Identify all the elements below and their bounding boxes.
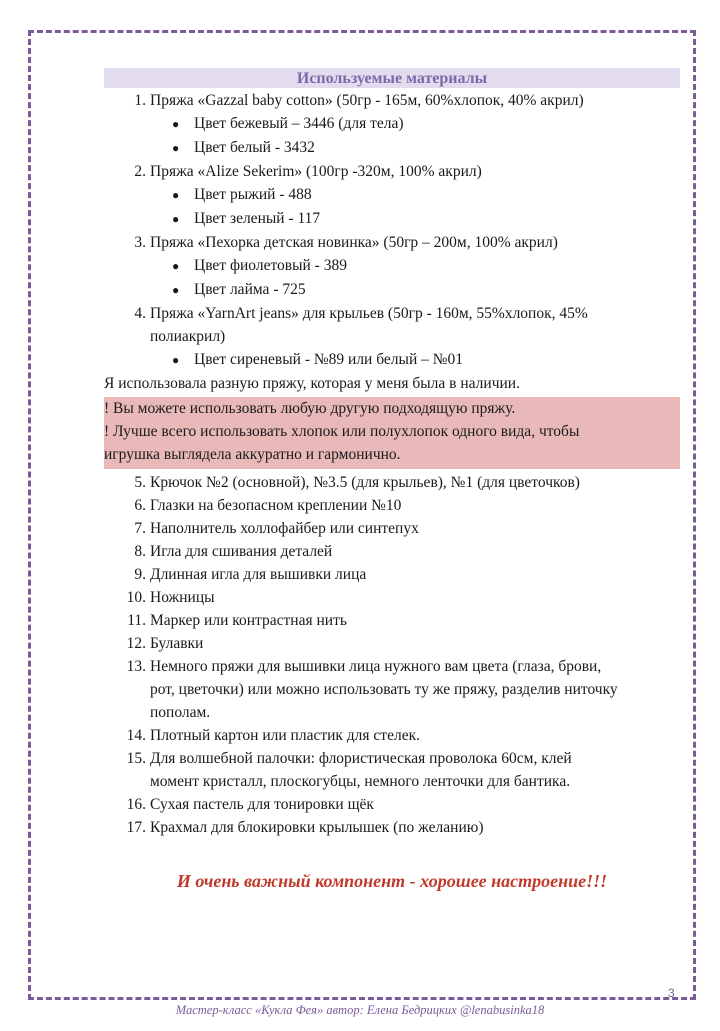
item-text: рот, цветочки) или можно использовать ту же пряжу, разделив ниточку [150,681,618,698]
item-text: Для волшебной палочки: флористическая проволока 60см, клей [150,750,572,767]
list-item [104,517,680,540]
list-item [104,586,680,609]
item-text: Сухая пастель для тонировки щёк [150,796,374,813]
warning-line: игрушка выглядела аккуратно и гармонично. [104,446,401,463]
yarn-list [104,89,680,372]
warning-line: ! Вы можете использовать любую другую подходящую пряжу. [104,400,516,417]
item-text: Игла для сшивания деталей [150,543,333,560]
section-heading: Используемые материалы [104,68,680,88]
item-text: пополам. [150,704,211,721]
list-item [104,563,680,586]
color-text: Цвет зеленый - 117 [194,210,321,227]
item-text: момент кристалл, плоскогубцы, немного ленточки для бантика. [150,773,571,790]
list-item [104,655,680,678]
color-bullet [104,183,680,207]
item-number: 4. [134,305,146,322]
yarn-description: Пряжа «Пехорка детская новинка» (50гр – 200м, 100% акрил) [150,234,558,251]
item-number: 13. [126,658,146,675]
bullet-icon: ● [172,188,180,202]
color-bullet [104,136,680,160]
item-number: 2. [134,163,146,180]
item-number: 7. [134,520,146,537]
materials-section [104,68,680,893]
note-text: Я использовала разную пряжу, которая у меня была в наличии. [104,375,520,392]
warning-box [104,397,680,469]
yarn-description-cont: полиакрил) [150,328,226,345]
item-number: 14. [126,727,146,744]
list-item [104,540,680,563]
item-number: 10. [126,589,146,606]
color-bullet [104,278,680,302]
item-text: Крючок №2 (основной), №3.5 (для крыльев), №1 (для цветочков) [150,474,580,491]
item-text: Глазки на безопасном креплении №10 [150,497,402,514]
bullet-icon: ● [172,212,180,226]
list-item-cont [104,770,680,793]
page-number: 3 [668,986,675,1000]
item-text: Ножницы [150,589,215,606]
item-number: 3. [134,234,146,251]
bullet-icon: ● [172,259,180,273]
warning-line: ! Лучше всего использовать хлопок или полухлопок одного вида, чтобы [104,423,580,440]
item-number: 5. [134,474,146,491]
list-item-cont [104,678,680,701]
item-text: Плотный картон или пластик для стелек. [150,727,420,744]
color-bullet [104,348,680,372]
item-text: Маркер или контрастная нить [150,612,347,629]
color-text: Цвет белый - 3432 [194,139,315,156]
yarn-description: Пряжа «Gazzal baby cotton» (50гр - 165м, 60%хлопок, 40% акрил) [150,92,584,109]
list-item [104,632,680,655]
item-number: 8. [134,543,146,560]
item-number: 1. [134,92,146,109]
yarn-description: Пряжа «YarnArt jeans» для крыльев (50гр - 160м, 55%хлопок, 45% [150,305,588,322]
footer-credit: Мастер-класс «Кукла Фея» автор: Елена Бедрицких @lenabusinka18 [175,1003,545,1017]
color-text: Цвет рыжий - 488 [194,186,312,203]
bullet-icon: ● [172,283,180,297]
item-number: 16. [126,796,146,813]
list-item [104,724,680,747]
bullet-icon: ● [172,141,180,155]
tools-list [104,471,680,839]
item-number: 12. [126,635,146,652]
list-item [104,816,680,839]
color-text: Цвет бежевый – 3446 (для тела) [194,115,404,132]
color-bullet [104,112,680,136]
color-text: Цвет лайма - 725 [194,281,306,298]
list-item [104,793,680,816]
item-number: 6. [134,497,146,514]
color-bullet [104,254,680,278]
item-text: Булавки [150,635,204,652]
yarn-item [104,302,680,325]
tagline: И очень важный компонент - хорошее настроение!!! [176,871,608,891]
item-text: Крахмал для блокировки крылышек (по желанию) [150,819,484,836]
item-number: 17. [126,819,146,836]
item-text: Длинная игла для вышивки лица [150,566,367,583]
yarn-item [104,160,680,183]
item-text: Наполнитель холлофайбер или синтепух [150,520,419,537]
item-text: Немного пряжи для вышивки лица нужного вам цвета (глаза, брови, [150,658,602,675]
bullet-icon: ● [172,117,180,131]
yarn-item [104,231,680,254]
color-text: Цвет фиолетовый - 389 [194,257,347,274]
item-number: 11. [127,612,146,629]
list-item [104,609,680,632]
list-item [104,471,680,494]
list-item [104,747,680,770]
bullet-icon: ● [172,353,180,367]
yarn-description: Пряжа «Alize Sekerim» (100гр -320м, 100% акрил) [150,163,482,180]
yarn-item [104,89,680,112]
item-number: 9. [134,566,146,583]
list-item-cont [104,701,680,724]
list-item [104,494,680,517]
item-number: 15. [126,750,146,767]
color-bullet [104,207,680,231]
color-text: Цвет сиреневый - №89 или белый – №01 [194,351,464,368]
